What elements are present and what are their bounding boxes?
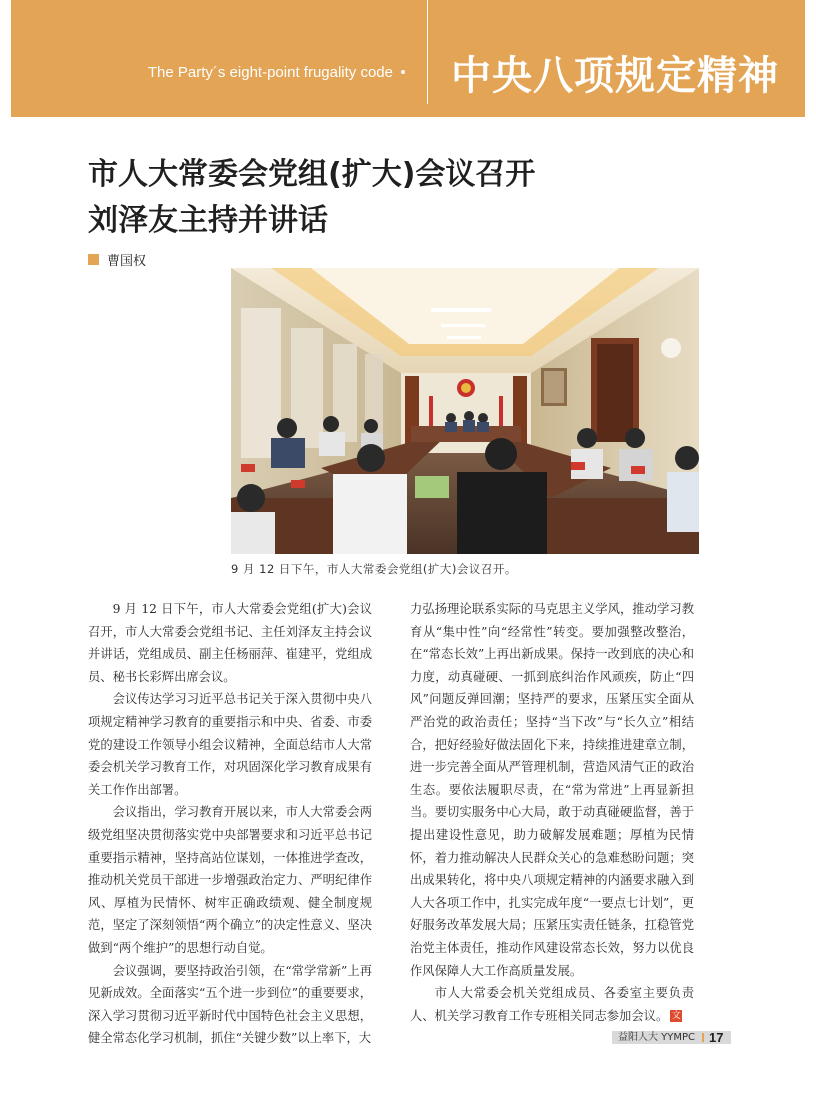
photo-caption: 9 月 12 日下午，市人大常委会党组(扩大)会议召开。 — [231, 562, 517, 576]
meeting-photo — [231, 268, 699, 554]
article-paragraph: 会议强调，要坚持政治引领，在“常学常新”上再见新成效。全面落实“五个进一步到位”的重要要求，深入学习贯彻习近平新时代中国特色社会主义思想，健全常态化学习机制，抓住“关键少数”以上率下，大 — [88, 963, 372, 1046]
end-mark-icon: 文 — [671, 1011, 681, 1022]
article-column-left — [88, 598, 372, 1050]
page-footer — [612, 1031, 731, 1044]
footer-accent-bar — [702, 1033, 704, 1042]
publication-name: 益阳人大 YYMPC — [618, 1032, 696, 1043]
article-column-right — [410, 598, 694, 1027]
article-paragraph: 会议传达学习习近平总书记关于深入贯彻中央八项规定精神学习教育的重要指示和中央、省委、市委党的建设工作领导小组会议精神，全面总结市人大常委会机关学习教育工作，对巩固深化学习教育成果有关工作作出部署。 — [88, 692, 372, 797]
article-title-line-2: 刘泽友主持并讲话 — [88, 203, 328, 238]
author-name: 曹国权 — [107, 253, 147, 269]
banner-dot-separator — [401, 70, 405, 74]
page-number: 17 — [709, 1030, 724, 1045]
article-paragraph: 9 月 12 日下午，市人大常委会党组(扩大)会议召开，市人大常委会党组书记、主任刘泽友主持会议并讲话，党组成员、副主任杨丽萍、崔建平，党组成员、秘书长彩辉出席会议。 — [88, 602, 372, 684]
header-banner — [11, 0, 805, 117]
article-paragraph-last — [410, 982, 694, 1027]
author-byline — [88, 251, 146, 267]
article-paragraph: 会议指出，学习教育开展以来，市人大常委会两级党组坚决贯彻落实党中央部署要求和习近平总书记重要指示精神，坚持高站位谋划，一体推进学查改，推动机关党员干部进一步增强政治定力、严明纪律作风、厚植为民情怀、树牢正确政绩观、健全制度规范，坚定了深刻领悟“两个确立”的决定性意义、坚决做到“两个维护”的思想行动自觉。 — [88, 805, 372, 955]
article-paragraph-continued: 力弘扬理论联系实际的马克思主义学风，推动学习教育从“集中性”向“经常性”转变。要加强整改整治，在“常态长效”上再出新成果。保持一改到底的决心和力度，动真碰硬、一抓到底纠治作风顽疾，防止“四风”问题反弹回潮；坚持严的要求，压紧压实全面从严治党的政治责任；坚持“当下改”与“长久立”相结合，把好经验好做法固化下来，持续推进建章立制，进一步完善全面从严管理机制，营造风清气正的政治生态。要依法履职尽责，在“常为常进”上再显新担当。要切实服务中心大局，敢于动真碰硬监督，善于提出建设性意见，助力破解发展难题；厚植为民情怀，着力推动解决人民群众关心的急难愁盼问题；突出成果转化，将中央八项规定精神的内涵要求融入到人大各项工作中，扎实完成年度“一要点七计划”，更好服务改革发展大局；压紧压实责任链条，扛稳管党治党主体责任，推动作风建设常态长效，努力以优良作风保障人大工作高质量发展。 — [410, 602, 694, 978]
closing-paragraph-text: 市人大常委会机关党组成员、各委室主要负责人、机关学习教育工作专班相关同志参加会议。 — [410, 986, 694, 1023]
banner-chinese-title: 中央八项规定精神 — [451, 53, 779, 99]
article-title-line-1: 市人大常委会党组(扩大)会议召开 — [88, 157, 536, 192]
banner-english-label: The Party´s eight-point frugality code — [147, 64, 393, 81]
author-square-icon — [88, 254, 99, 265]
article-title — [88, 152, 728, 244]
banner-divider — [427, 0, 428, 104]
